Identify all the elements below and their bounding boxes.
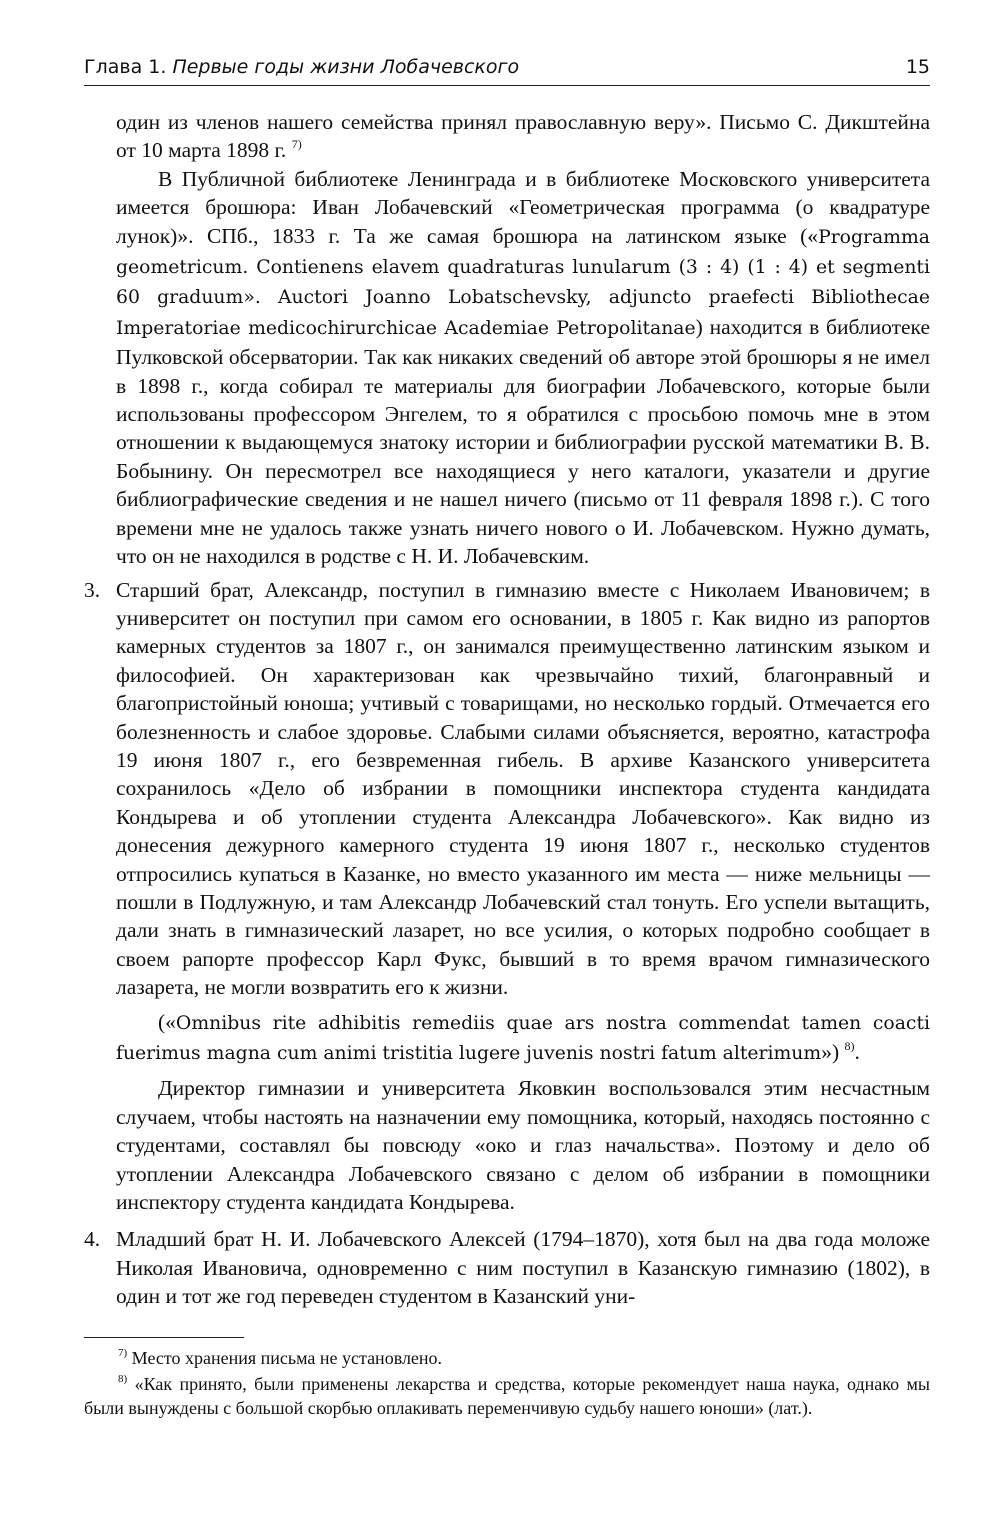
- paragraph-brochure: [84, 165, 930, 571]
- chapter-title-text: Первые годы жизни Лобачевского: [172, 56, 520, 78]
- footnote-8: [84, 1372, 930, 1420]
- footnote-text: «Как принято, были применены лекарства и средства, которые рекомендует наша наука, однако мы были вынуждены с большой скорбью оплакивать переменчивую судьбу нашего юноши» (лат.).: [84, 1373, 931, 1418]
- quote-text: Omnibus rite adhibitis remediis quae ars nostra commendat tamen coacti fuerimus magna cum animi tristitia lugere juvenis nostri fatum alterimum: [116, 1012, 930, 1064]
- page-number: 15: [905, 56, 930, 78]
- note-item-4: [84, 1225, 930, 1310]
- paragraph-director: [84, 1074, 930, 1216]
- latin-title: Programma geometricum. Contienens elavem quadraturas lunularum (3 : 4) (1 : 4) et segmenti 60 graduum». Auctori Joanno Lobatschevsky, adjuncto praefecti Bibliothecae Imperatoriae medicochirurchicae Academiae Petropolitanae: [116, 226, 930, 339]
- paragraph-text: ) находится в библиотеке Пулковской обсерватории. Так как никаких сведений об авторе этой брошюры я не имел в 1898 г., когда собирал те материалы для биографии Лобачевского, которые были использованы профессором Энгелем, то я обратился с просьбою помочь мне в этом отношении к выдающемуся знатоку истории и библиографии русской математики В. В. Бобынину. Он пересмотрел все находящиеся у него каталоги, указатели и другие библиографические сведения и не нашел ничего (письмо от 11 февраля 1898 г.). С того времени мне не удалось также узнать ничего нового о И. Лобачевском. Нужно думать, что он не находился в родстве с Н. И. Лобачевским.: [116, 314, 930, 569]
- quote-end: .: [854, 1040, 860, 1064]
- footnote-marker: 7): [118, 1346, 128, 1359]
- main-text: [84, 108, 930, 1311]
- paragraph-text: один из членов нашего семейства принял православную веру». Письмо С. Дикштейна от 10 марта 1898 г.: [116, 110, 930, 163]
- footnote-text: Место хранения письма не установлено.: [131, 1347, 443, 1368]
- quote-close: »): [821, 1040, 840, 1064]
- item-text: Старший брат, Александр, поступил в гимназию вместе с Николаем Ивановичем; в университет он поступил при самом его основании, в 1805 г. Как видно из рапортов камерных студентов за 1807 г., он занимался преимущественно латинским языком и философией. Он характеризован как чрезвычайно тихий, благонравный и благопристойный юноша; учтивый с товарищами, но несколько гордый. Отмечается его болезненность и слабое здоровье. Слабыми силами объясняется, вероятно, катастрофа 19 июня 1807 г., его безвременная гибель. В архиве Казанского университета сохранилось «Дело об избрании в помощники инспектора студента кандидата Кондырева и об утоплении студента Александра Лобачевского». Как видно из донесения дежурного камерного студента 19 июня 1807 г., несколько студентов отпросились купаться в Казанке, но вместо указанного им места — ниже мельницы — пошли в Подлужную, и там Александр Лобачевский стал тонуть. Его успели вытащить, дали знать в гимназический лазарет, но все усилия, о которых подробно сообщает в своем рапорте профессор Карл Фукс, бывший в то время врачом гимназического лазарета, не могли возвратить его к жизни.: [116, 577, 930, 1000]
- item-number: 4.: [84, 1227, 101, 1252]
- running-head: [84, 56, 930, 86]
- footnote-7: [84, 1346, 930, 1370]
- chapter-title: [84, 56, 519, 78]
- footnote-ref-8[interactable]: 8): [844, 1039, 855, 1053]
- page: [84, 56, 930, 1422]
- latin-quote: [84, 1008, 930, 1069]
- paragraph-continuation: [84, 108, 930, 165]
- item-number: 3.: [84, 577, 101, 602]
- paragraph-text: В Публичной библиотеке Ленинграда и в библиотеке Московского университета имеется брошюра: Иван Лобачевский «Геометрическая программа (о квадратуре лунок)». СПб., 1833 г. Та же самая брошюра на латинском языке («: [116, 166, 930, 248]
- item-text: Младший брат Н. И. Лобачевского Алексей (1794–1870), хотя был на два года моложе Николая Ивановича, одновременно с ним поступил в Казанскую гимназию (1802), в один и тот же год переведен студентом в Казанский уни-: [116, 1227, 930, 1309]
- paragraph-text: Директор гимназии и университета Яковкин воспользовался этим несчастным случаем, чтобы настоять на назначении ему помощника, который, находясь постоянно с студентами, составлял бы повсюду «око и глаз начальства». Поэтому и дело об утоплении Александра Лобачевского связано с делом об избрании в помощники инспектору студента кандидата Кондырева.: [116, 1076, 930, 1215]
- footnote-divider: [84, 1337, 244, 1338]
- note-item-3: [84, 576, 930, 1002]
- footnote-marker: 8): [118, 1372, 128, 1385]
- footnotes: [84, 1346, 930, 1420]
- footnote-ref-7[interactable]: 7): [291, 137, 302, 152]
- quote-open: («: [158, 1009, 176, 1034]
- chapter-prefix: Глава 1.: [84, 56, 167, 78]
